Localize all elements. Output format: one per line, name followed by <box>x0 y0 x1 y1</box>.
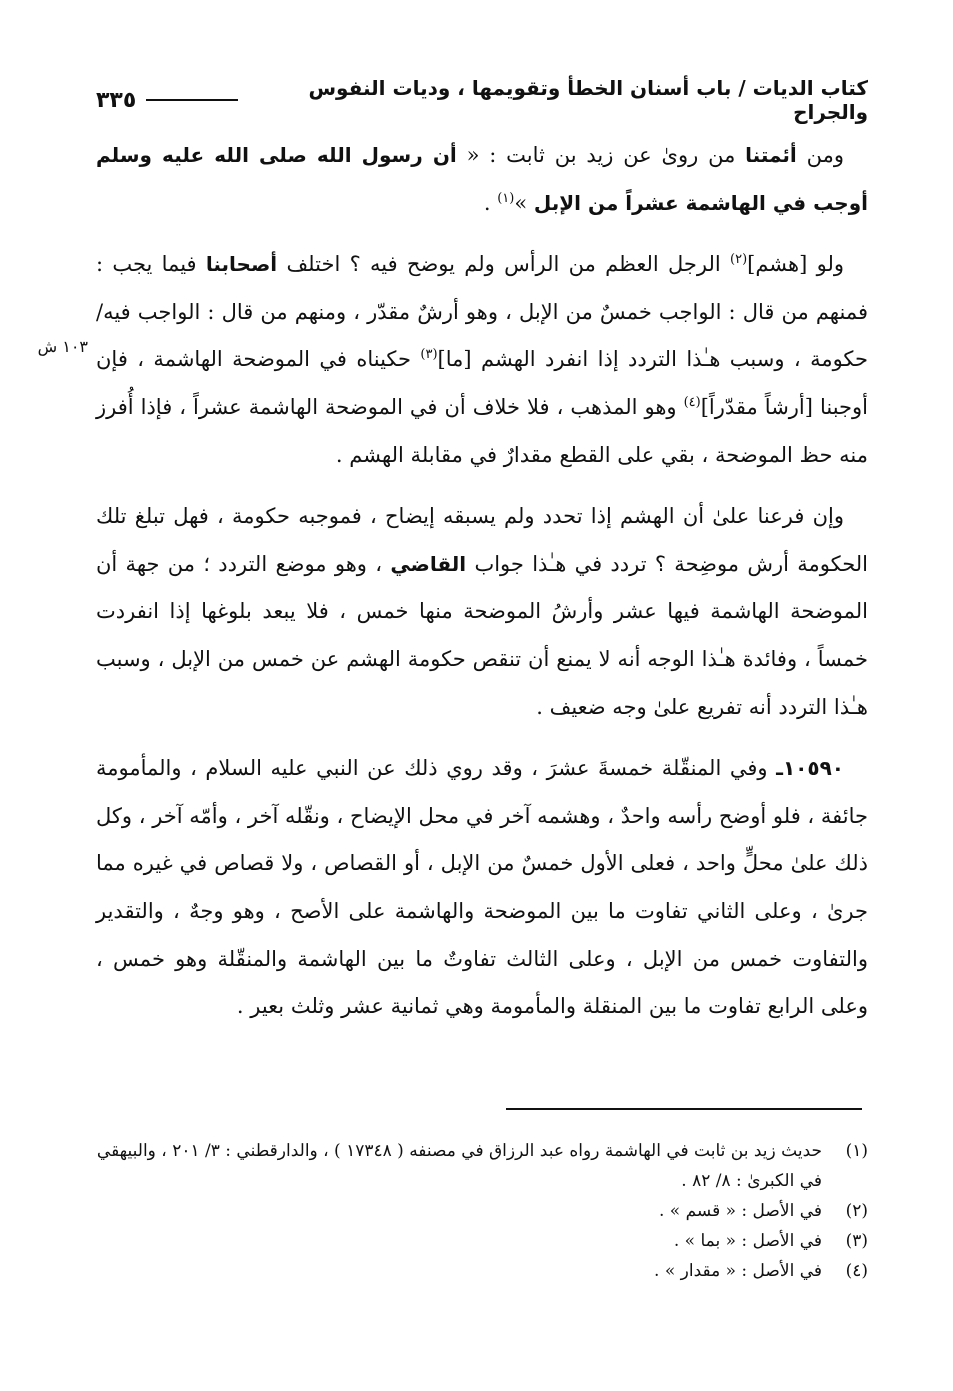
footnote-divider <box>506 1108 862 1110</box>
text-run: الرجل العظم من الرأس ولم يوضح فيه ؟ اختلف <box>277 252 730 277</box>
footnote-ref-1[interactable]: (١) <box>497 190 515 206</box>
footnote-item <box>96 1256 868 1286</box>
footnote-text: حديث زيد بن ثابت في الهاشمة رواه عبد الرزاق في مصنفه ( ١٧٣٤٨ ) ، والدارقطني : ٣/ ٢٠١ ، والبيهقي في الكبرىٰ : ٨/ ٨٢ . <box>96 1141 822 1191</box>
footnotes <box>96 1136 868 1286</box>
bold-term: أصحابنا <box>205 252 278 277</box>
text-run: » <box>514 190 534 215</box>
text-run: فيما يجب : فمنهم من قال : الواجب خمسٌ من الإبل ، وهو أرشٌ مقدّر ، ومنهم من قال : الواجب فيه/ حكومة ، وسبب هـٰذا التردد إذا انفرد الهشم [ما] <box>96 252 869 372</box>
footnote-ref-3[interactable]: (٣) <box>420 347 438 363</box>
issue-number: ١٠٥٩٠ـ <box>776 756 844 781</box>
text-run: حكيناه في الموضحة الهاشمة ، فإن أوجبنا [أرشاً مقدّراً] <box>96 347 868 419</box>
text-run: ، وهو موضع التردد ؛ من جهة أن الموضحة الهاشمة فيها عشر وأرشُ الموضحة منها خمس ، فلا يبعد بلوغها إذا انفردت خمساً ، وفائدة هـٰذا الوجه أنه لا يمنع أن تنقص حكومة الهشم عن خمس من الإبل ، وسبب هـٰذا التردد أنه تفريع علىٰ وجه ضعيف . <box>96 551 868 719</box>
text-run: . <box>483 190 498 215</box>
text-run: ومن <box>796 143 844 167</box>
footnote-text: في الأصل : « بما » . <box>673 1231 822 1251</box>
margin-folio-note: ١٠٣ ش <box>37 337 88 356</box>
footnote-text: في الأصل : « مقدار » . <box>654 1261 822 1281</box>
paragraph-2 <box>96 241 868 479</box>
footnote-number: (١) <box>845 1141 868 1161</box>
text-run: وفي المنقّلة خمسةَ عشرَ ، وقد روي ذلك عن النبي عليه السلام ، والمأمومة جائفة ، فلو أوضح رأسه واحدٌ ، وهشمه آخر في محل الإيضاح ، ونقّله آخر ، وأمّه آخر ، وكل ذلك علىٰ محلٍّ واحد ، فعلى الأول خمسٌ من الإبل ، أو القصاص ، ولا قصاص في غيره مما جرىٰ ، وعلى الثاني تفاوت ما بين الموضحة والهاشمة على الأصح ، وهو وجهٌ ، والتقدير والتفاوت خمس من الإبل ، وعلى الثالث تفاوتٌ ما بين الهاشمة والمنقّلة وهو خمس ، وعلى الرابع تفاوت ما بين المنقلة والمأمومة وهي ثمانية عشر وثلث بعير . <box>96 756 868 1019</box>
header-title: كتاب الديات / باب أسنان الخطأ وتقويمها ، وديات النفوس والجراح <box>308 76 868 124</box>
header-rule <box>146 99 238 101</box>
footnote-item <box>96 1196 868 1226</box>
footnote-number: (٤) <box>845 1261 868 1281</box>
text-run: من روىٰ عن زيد بن ثابت : « <box>456 143 746 167</box>
footnote-ref-4[interactable]: (٤) <box>683 394 701 410</box>
footnote-item <box>96 1136 868 1196</box>
running-header <box>96 76 868 124</box>
main-text <box>96 132 868 1031</box>
paragraph-1 <box>96 132 868 227</box>
page-number: ٣٣٥ <box>96 87 137 113</box>
paragraph-4 <box>96 745 868 1031</box>
footnote-item <box>96 1226 868 1256</box>
text-run: وهو المذهب ، فلا خلاف أن في الموضحة الهاشمة عشراً ، فإذا أُفرز منه حظ الموضحة ، بقي على القطع مقدارٌ في مقابلة الهشم . <box>96 394 868 467</box>
footnote-number: (٢) <box>845 1201 868 1221</box>
paragraph-3 <box>96 493 868 731</box>
footnote-ref-2[interactable]: (٢) <box>730 252 748 268</box>
footnote-number: (٣) <box>845 1231 868 1251</box>
hadith-quote: أن رسول الله صلى الله عليه وسلم أوجب في الهاشمة عشراً من الإبل <box>96 143 868 215</box>
footnote-text: في الأصل : « قسم » . <box>659 1201 822 1221</box>
bold-term: القاضي <box>390 551 467 576</box>
text-run: وإن فرعنا علىٰ أن الهشم إذا تحدد ولم يسبقه إيضاح ، فموجبه حكومة ، فهل تبلغ تلك الحكومة أرش موضِحة ؟ تردد في هـٰذا جواب <box>96 504 869 576</box>
bold-term: أئمتنا <box>745 143 797 167</box>
text-run: ولو [هشم] <box>747 252 844 277</box>
